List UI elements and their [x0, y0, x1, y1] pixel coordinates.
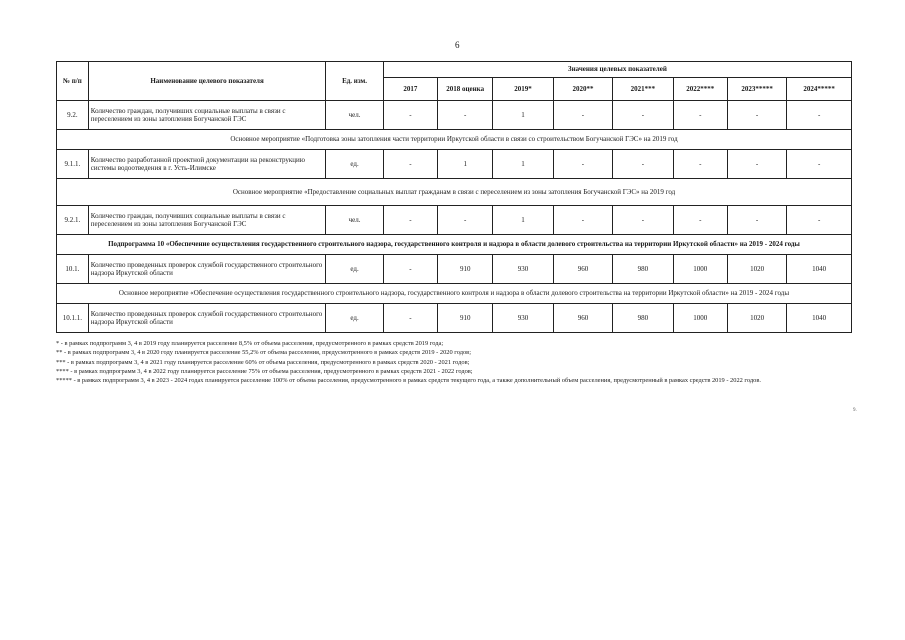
main-measure-title: Основное мероприятие «Обеспечение осуществления государственного строительного надзора, государственного контроля и надзора в области долевого строительства на территории Иркутской области» на 2019 - 2024 годы [57, 284, 852, 304]
value-cell: - [613, 150, 673, 179]
value-cell: - [727, 150, 786, 179]
table-row [57, 304, 852, 333]
value-cell: 1020 [727, 304, 786, 333]
header-year: 2024***** [787, 78, 852, 101]
value-cell: - [553, 101, 612, 130]
header-unit: Ед. изм. [326, 62, 383, 101]
header-year: 2022**** [673, 78, 727, 101]
value-cell: - [553, 206, 612, 235]
value-cell: - [727, 101, 786, 130]
value-cell: - [613, 101, 673, 130]
header-name: Наименование целевого показателя [88, 62, 326, 101]
header-year: 2019* [493, 78, 553, 101]
unit-cell: ед. [326, 304, 383, 333]
value-cell: - [673, 150, 727, 179]
indicator-name: Количество проведенных проверок службой государственного строительного надзора Иркутской области [88, 255, 326, 284]
indicator-name: Количество граждан, получивших социальные выплаты в связи с переселением из зоны затопления Богучанской ГЭС [88, 101, 326, 130]
page-number: 6 [455, 40, 460, 50]
value-cell: 1 [493, 206, 553, 235]
value-cell: - [787, 101, 852, 130]
table-row [57, 255, 852, 284]
header-year: 2021*** [613, 78, 673, 101]
indicator-name: Количество разработанной проектной документации на реконструкцию системы водоотведения в г. Усть-Илимске [88, 150, 326, 179]
footnotes [56, 339, 856, 385]
footnote: *** - в рамках подпрограмм 3, 4 в 2021 году планируется расселение 60% от объема расселения, предусмотренного в рамках средств 2020 - 2021 годов; [56, 358, 470, 366]
row-number: 9.1.1. [57, 150, 89, 179]
subprogram-title: Подпрограмма 10 «Обеспечение осуществления государственного строительного надзора, государственного контроля и надзора в области долевого строительства на территории Иркутской области» на 2019 - 2024 годы [57, 235, 852, 255]
value-cell: 960 [553, 255, 612, 284]
value-cell: 980 [613, 255, 673, 284]
unit-cell: чел. [326, 206, 383, 235]
value-cell: - [787, 150, 852, 179]
row-number: 10.1.1. [57, 304, 89, 333]
indicator-name: Количество проведенных проверок службой государственного строительного надзора Иркутской области [88, 304, 326, 333]
header-year: 2017 [383, 78, 437, 101]
main-measure-title: Основное мероприятие «Предоставление социальных выплат гражданам в связи с переселением из зоны затопления Богучанской ГЭС» на 2019 год [57, 179, 852, 206]
unit-cell: ед. [326, 150, 383, 179]
header-values-group: Значения целевых показателей [383, 62, 851, 78]
value-cell: - [613, 206, 673, 235]
row-number: 10.1. [57, 255, 89, 284]
footnote: **** - в рамках подпрограмм 3, 4 в 2022 году планируется расселение 75% от объема расселения, предусмотренного в рамках средств 2021 - 2022 годов; [56, 367, 473, 375]
header-num: № п/п [57, 62, 89, 101]
value-cell: 1040 [787, 255, 852, 284]
table-row [57, 206, 852, 235]
value-cell: 910 [438, 255, 493, 284]
value-cell: - [438, 206, 493, 235]
value-cell: - [553, 150, 612, 179]
value-cell: - [383, 101, 437, 130]
value-cell: 930 [493, 304, 553, 333]
row-number: 9.2. [57, 101, 89, 130]
value-cell: - [383, 255, 437, 284]
header-year: 2018 оценка [438, 78, 493, 101]
measure-row [57, 130, 852, 150]
measure-row [57, 284, 852, 304]
value-cell: 1040 [787, 304, 852, 333]
unit-cell: чел. [326, 101, 383, 130]
footnote: ** - в рамках подпрограмм 3, 4 в 2020 году планируется расселение 55,2% от объема расселения, предусмотренного в рамках средств 2019 - 2020 годов; [56, 349, 471, 357]
measure-row [57, 179, 852, 206]
value-cell: 910 [438, 304, 493, 333]
value-cell: - [383, 206, 437, 235]
main-measure-title: Основное мероприятие «Подготовка зоны затопления части территории Иркутской области в связи со строительством Богучанской ГЭС» на 2019 год [57, 130, 852, 150]
value-cell: 930 [493, 255, 553, 284]
indicator-name: Количество граждан, получивших социальные выплаты в связи с переселением из зоны затопления Богучанской ГЭС [88, 206, 326, 235]
value-cell: - [383, 304, 437, 333]
value-cell: 1 [493, 150, 553, 179]
table-row [57, 150, 852, 179]
row-number: 9.2.1. [57, 206, 89, 235]
subprogram-row [57, 235, 852, 255]
margin-mark: 9. [853, 408, 857, 413]
value-cell: 1020 [727, 255, 786, 284]
value-cell: - [438, 101, 493, 130]
value-cell: 960 [553, 304, 612, 333]
value-cell: - [727, 206, 786, 235]
value-cell: 1000 [673, 304, 727, 333]
footnote: * - в рамках подпрограмм 3, 4 в 2019 году планируется расселение 8,5% от объема расселения, предусмотренного в рамках средств 2019 года; [56, 340, 444, 347]
target-indicators-table [56, 61, 852, 333]
value-cell: 1 [493, 101, 553, 130]
value-cell: - [673, 101, 727, 130]
value-cell: - [383, 150, 437, 179]
unit-cell: ед. [326, 255, 383, 284]
value-cell: - [787, 206, 852, 235]
footnote: ***** - в рамках подпрограмм 3, 4 в 2023 - 2024 годах планируется расселение 100% от объема расселения, предусмотренного в рамках средств текущего года, а также дополнительный объем расселения, предусмотренный в рамках средств 2019 - 2022 годов. [56, 377, 761, 385]
value-cell: 1000 [673, 255, 727, 284]
header-year: 2020** [553, 78, 612, 101]
table-row [57, 101, 852, 130]
value-cell: 980 [613, 304, 673, 333]
header-year: 2023***** [727, 78, 786, 101]
value-cell: - [673, 206, 727, 235]
value-cell: 1 [438, 150, 493, 179]
